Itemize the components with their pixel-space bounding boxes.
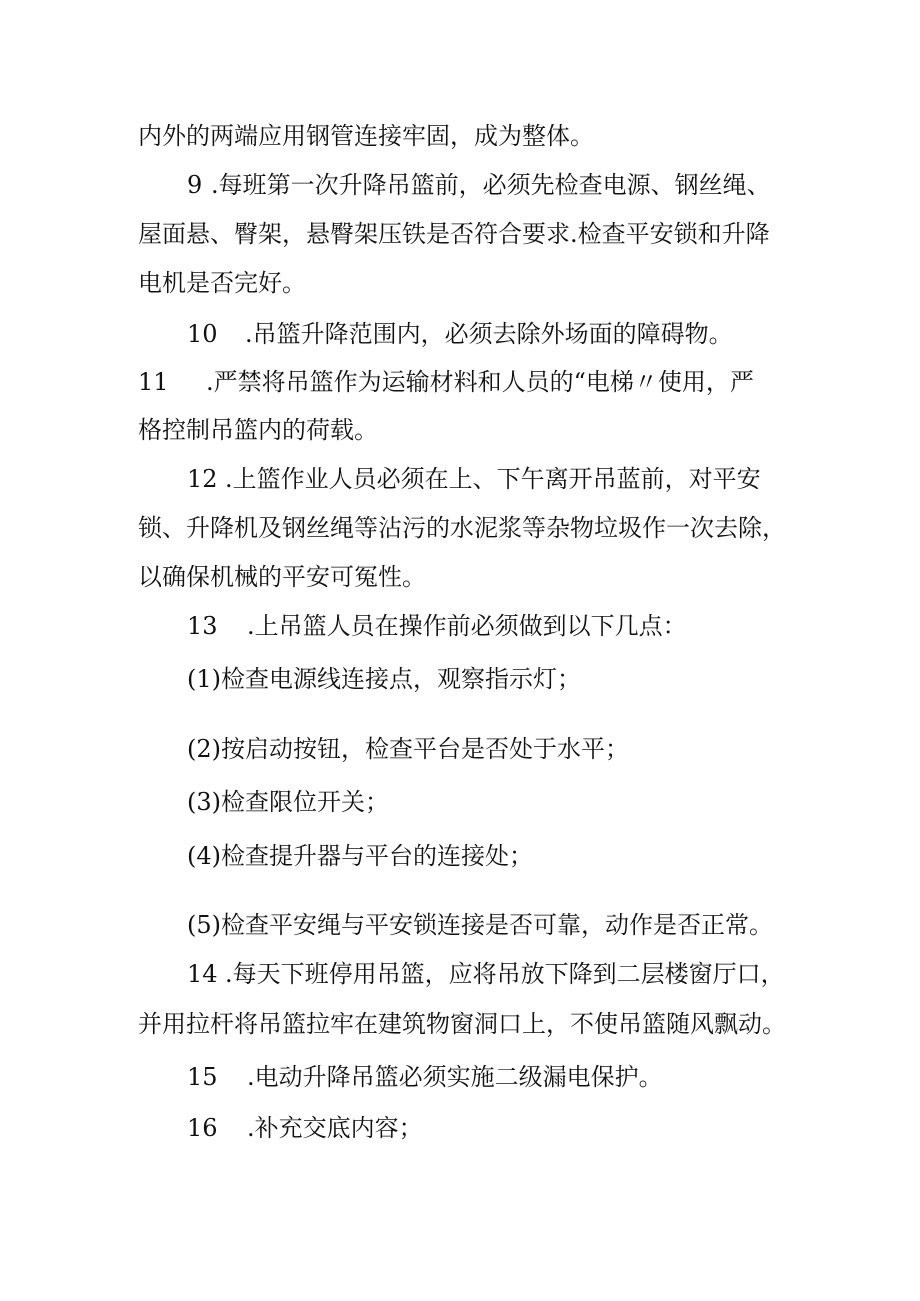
line-text: (1)检查电源线连接点，观察指示灯； — [187, 665, 581, 693]
line-text: 锁、升降机及钢丝绳等沾污的水泥浆等杂物垃圾作一次去除， — [138, 514, 786, 542]
item-number: 11 — [138, 368, 169, 396]
line-text: (5)检查平安绳与平安锁连接是否可靠，动作是否正常。 — [187, 911, 773, 939]
paragraph-line — [138, 267, 306, 299]
line-text: .严禁将吊篮作为运输材料和人员的“电梯〃使用，严 — [206, 368, 754, 396]
line-text: 电机是否完好。 — [138, 269, 306, 297]
list-item-13 — [187, 610, 687, 642]
paragraph-line — [138, 512, 786, 544]
check-item — [187, 909, 773, 941]
item-number: 10 — [187, 320, 218, 348]
line-text: .电动升降吊篮必须实施二级漏电保护。 — [247, 1063, 663, 1091]
paragraph-line — [138, 120, 594, 152]
list-item-16 — [187, 1112, 423, 1144]
item-number: 13 — [187, 612, 218, 640]
list-item-9 — [187, 169, 771, 201]
check-item — [187, 663, 581, 695]
line-text: .每班第一次升降吊篮前，必须先检查电源、钢丝绳、 — [211, 171, 771, 199]
line-text: 屋面悬、臀架，悬臀架压铁是否符合要求.检查平安锁和升降 — [138, 220, 770, 248]
check-item — [187, 733, 629, 765]
line-text: (2)按启动按钮，检查平台是否处于水平； — [187, 735, 629, 763]
line-text: .每天下班停用吊篮，应将吊放下降到二层楼窗厅口， — [225, 960, 785, 988]
line-text: .上吊篮人员在操作前必须做到以下几点： — [247, 612, 687, 640]
paragraph-line — [138, 218, 770, 250]
line-text: (3)检查限位开关； — [187, 788, 389, 816]
item-number: 15 — [187, 1063, 218, 1091]
paragraph-line — [138, 414, 378, 446]
line-text: 以确保机械的平安可冤性。 — [138, 563, 426, 591]
item-number: 12 — [187, 465, 218, 493]
check-item — [187, 840, 533, 872]
list-item-10 — [187, 318, 733, 350]
line-text: (4)检查提升器与平台的连接处； — [187, 842, 533, 870]
paragraph-line — [138, 1008, 786, 1040]
line-text: .吊篮升降范围内，必须去除外场面的障碍物。 — [245, 320, 733, 348]
item-number: 14 — [187, 960, 218, 988]
line-text: .上篮作业人员必须在上、下午离开吊蓝前，对平安 — [225, 465, 761, 493]
list-item-14 — [187, 958, 785, 990]
line-text: .补充交底内容； — [247, 1114, 423, 1142]
line-text: 内外的两端应用钢管连接牢固，成为整体。 — [138, 122, 594, 150]
line-text: 并用拉杆将吊篮拉牢在建筑物窗洞口上，不使吊篮随风飘动。 — [138, 1010, 786, 1038]
paragraph-line — [138, 561, 426, 593]
item-number: 9 — [187, 171, 203, 199]
item-number: 16 — [187, 1114, 218, 1142]
list-item-11 — [138, 366, 754, 398]
list-item-12 — [187, 463, 761, 495]
line-text: 格控制吊篮内的荷载。 — [138, 416, 378, 444]
list-item-15 — [187, 1061, 663, 1093]
check-item — [187, 786, 389, 818]
